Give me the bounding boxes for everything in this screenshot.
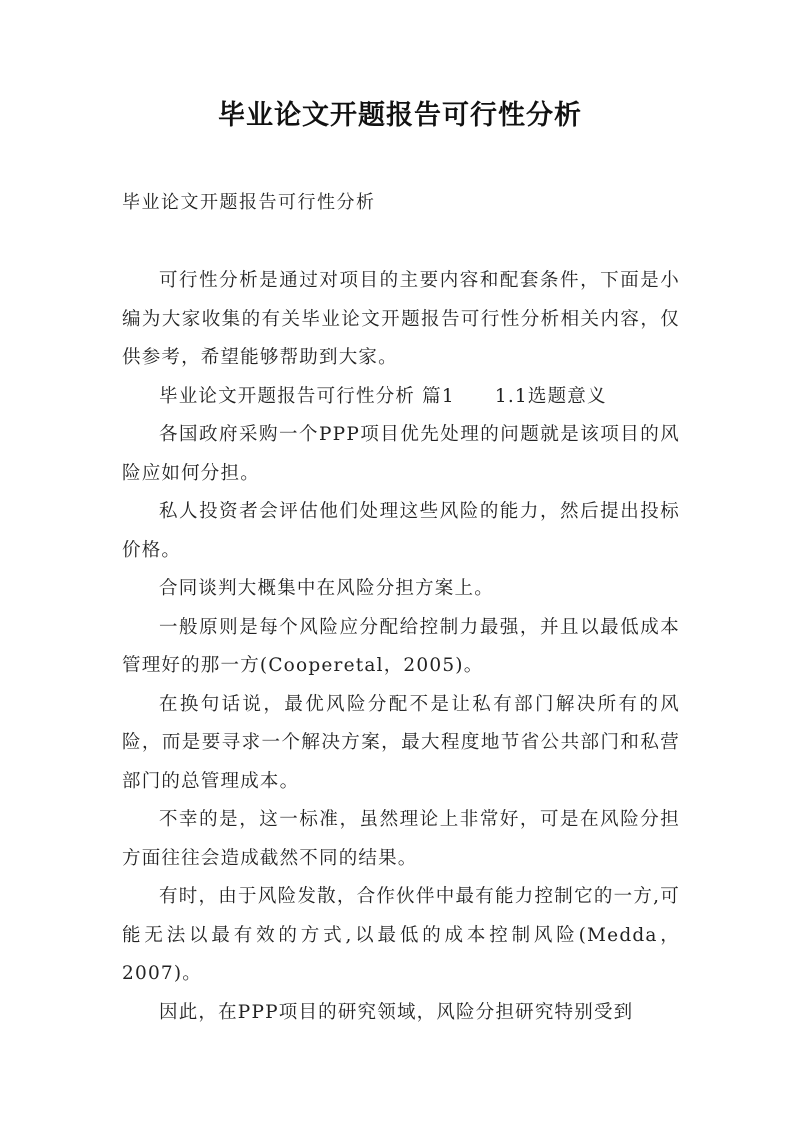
section-heading: 毕业论文开题报告可行性分析 篇1 xyxy=(159,385,455,407)
intro-paragraph: 可行性分析是通过对项目的主要内容和配套条件，下面是小编为大家收集的有关毕业论文开题报告可行性分析相关内容，仅供参考，希望能够帮助到大家。 xyxy=(122,270,680,368)
body-paragraph: 一般原则是每个风险应分配给控制力最强，并且以最低成本管理好的那一方(Cooperetal，2005)。 xyxy=(122,616,680,676)
body-paragraph: 因此，在PPP项目的研究领域，风险分担研究特别受到 xyxy=(159,1001,634,1023)
body-paragraph: 各国政府采购一个PPP项目优先处理的问题就是该项目的风险应如何分担。 xyxy=(122,424,680,484)
document-title: 毕业论文开题报告可行性分析 xyxy=(218,100,582,131)
document-subtitle: 毕业论文开题报告可行性分析 xyxy=(122,192,376,213)
body-paragraph: 私人投资者会评估他们处理这些风险的能力，然后提出投标价格。 xyxy=(122,501,680,561)
body-paragraph: 合同谈判大概集中在风险分担方案上。 xyxy=(159,578,494,599)
document-body xyxy=(122,262,680,1032)
section-heading-line xyxy=(122,378,680,417)
body-paragraph: 在换句话说，最优风险分配不是让私有部门解决所有的风险，而是要寻求一个解决方案，最大程度地节省公共部门和私营部门的总管理成本。 xyxy=(122,693,680,792)
body-paragraph: 有时，由于风险发散，合作伙伴中最有能力控制它的一方,可能无法以最有效的方式,以最低的成本控制风险(Medda，2007)。 xyxy=(122,886,680,984)
body-paragraph: 不幸的是，这一标准，虽然理论上非常好，可是在风险分担方面往往会造成截然不同的结果。 xyxy=(122,809,680,869)
section-subheading: 1.1选题意义 xyxy=(494,385,607,407)
